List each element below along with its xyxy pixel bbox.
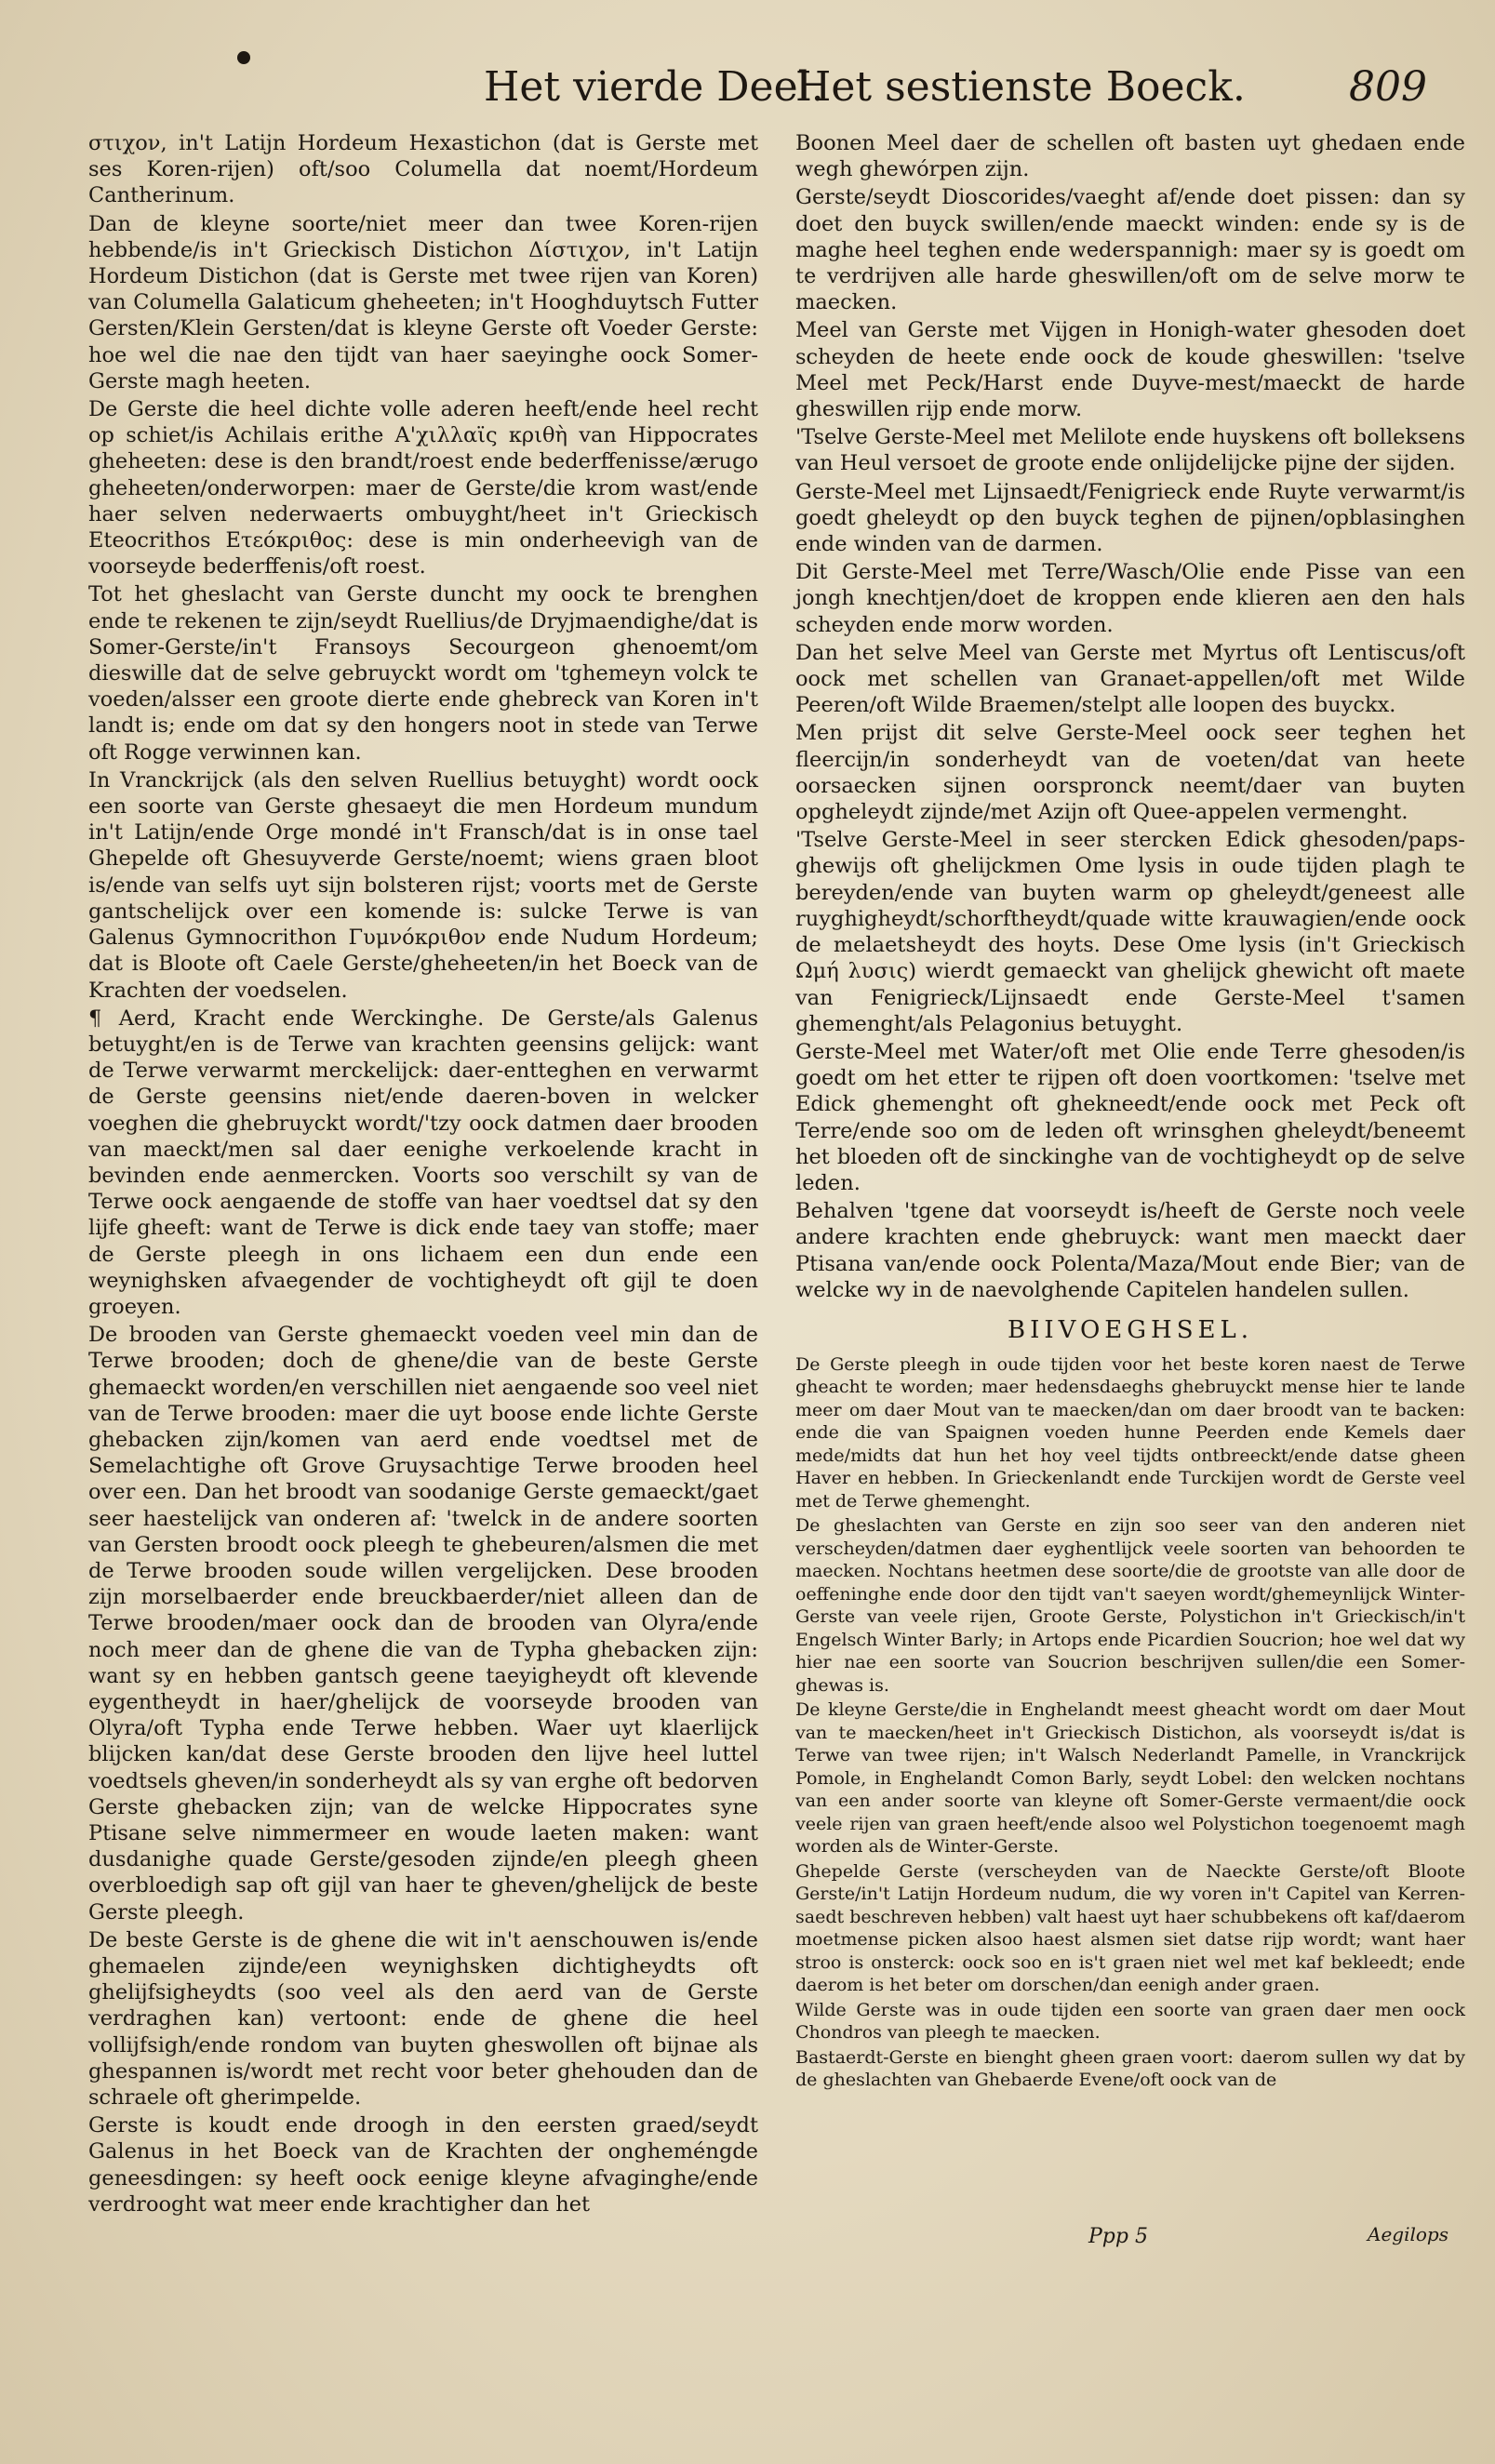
paragraph: Dan het selve Meel van Gerste met Myrtus oft Lentiscus/oft oock met schellen van Granaet-appellen/oft met Wilde Peeren/oft Wilde Braemen/stelpt alle loopen des buyckx. — [795, 640, 1465, 718]
supplement-paragraph: Bastaerdt-Gerste en bienght gheen graen voort: daerom sullen wy dat by de gheslachten van Ghebaerde Evene/oft oock van de — [795, 2046, 1465, 2091]
paragraph: In Vranckrijck (als den selven Ruellius betuyght) wordt oock een soorte van Gerste ghesaeyt die men Hordeum mundum in't Latijn/ende Orge mondé in't Fransch/dat is in onse tael Ghepelde oft Ghesuyverde Gerste/noemt; wiens graen bloot is/ende van selfs uyt sijn bolsteren rijst; voorts met de Gerste gantschelijck over een komende is: sulcke Terwe is van Galenus Gymnocrithon Γυμνόκριθον ende Nudum Hordeum; dat is Bloote oft Caele Gerste/gheheeten/in het Boeck van de Krachten der voedselen. — [88, 767, 758, 1003]
supplement-heading: BIIVOEGHSEL. — [1007, 1315, 1254, 1344]
paragraph: De Gerste die heel dichte volle aderen heeft/ende heel recht op schiet/is Achilais erithe Α'χιλλαϊς κριθὴ van Hippocrates gheheeten: dese is den brandt/roest ende bederffenisse/ærugo gheheeten/onderworpen: maer de Gerste/die krom wast/ende haer selven nederwaerts ombuyght/heet in't Grieckisch Eteocrithos Ετεόκριθος: dese is min onderheevigh van de voorseyde bederffenis/oft roest. — [88, 397, 758, 579]
paragraph: Gerste/seydt Dioscorides/vaeght af/ende doet pissen: dan sy doet den buyck swillen/ende maeckt winden: ende sy is de maghe heel teghen ende wederspannigh: maer sy is goedt om te verdrijven alle harde gheswillen/oft om de selve morw te maecken. — [795, 185, 1465, 315]
paragraph: Tot het gheslacht van Gerste duncht my oock te brenghen ende te rekenen te zijn/seydt Ruellius/de Dryjmaendighe/dat is Somer-Gerste/in't Fransoys Secourgeon ghenoemt/om dieswille dat de selve gebruyckt wordt om 'tghemeyn volck te voeden/alsser een groote dierte ende ghebreck van Koren in't landt is; ende om dat sy den hongers noot in stede van Terwe oft Rogge verwinnen kan. — [88, 582, 758, 765]
supplement-paragraph: Ghepelde Gerste (verscheyden van de Naeckte Gerste/oft Bloote Gerste/in't Latijn Hordeum nudum, die wy voren in't Capitel van Kerren-saedt beschreven hebben) valt haest uyt haer schubbekens oft kaf/daerom moetmense picken alsoo haest alsmen siet datse rijp wordt; want haer stroo is onsterck: oock soo en is't graen niet wel met kaf bekleedt; ende daerom is het beter om dorschen/dan eenigh ander graen. — [795, 1860, 1465, 1996]
paragraph: Meel van Gerste met Vijgen in Honigh-water ghesoden doet scheyden de heete ende oock de koude gheswillen: 'tselve Meel met Peck/Harst ende Duyve-mest/maeckt de harde gheswillen rijp ende morw. — [795, 318, 1465, 422]
signature-mark: Ppp 5 — [1088, 2225, 1148, 2248]
right-column — [795, 130, 1465, 2177]
paragraph: Gerste-Meel met Lijnsaedt/Fenigrieck ende Ruyte verwarmt/is goedt gheleydt op den buyck teghen de pijnen/opblasinghen ende winden van de darmen. — [795, 479, 1465, 557]
paragraph: Gerste-Meel met Water/oft met Olie ende Terre ghesoden/is goedt om het etter te rijpen oft doen voortkomen: 'tselve met Edick ghemenght oft ghekneedt/ende oock met Peck oft Terre/ende soo om de leden oft wrinsghen gheleydt/beneemt het bloeden oft de sinckinghe van de vochtigheydt op de selve leden. — [795, 1039, 1465, 1195]
running-head-right: Het sestienste Boeck. — [795, 63, 1246, 111]
paragraph: 'Tselve Gerste-Meel met Melilote ende huyskens oft bolleksens van Heul versoet de groote ende onlijdelijcke pijne der sijden. — [795, 425, 1465, 476]
supplement-paragraph: De kleyne Gerste/die in Enghelandt meest gheacht wordt om daer Mout van te maecken/heet in't Grieckisch Distichon, als voorseydt is/dat is Terwe van twee rijen; in't Walsch Nederlandt Pamelle, in Vranckrijck Pomole, in Enghelandt Comon Barly, seydt Lobel: den welcken nochtans van een ander soorte van kleyne oft Somer-Gerste vermaent/die oock veele rijen van graen heeft/ende alsoo wel Polystichon toegenoemt magh worden als de Winter-Gerste. — [795, 1699, 1465, 1858]
paragraph: De brooden van Gerste ghemaeckt voeden veel min dan de Terwe brooden; doch de ghene/die van de beste Gerste ghemaeckt worden/en verschillen niet aengaende soo veel niet van de Terwe brooden: maer die uyt boose ende lichte Gerste ghebacken zijn/komen van aerd ende voedtsel met de Semelachtighe oft Grove Gruysachtige Terwe brooden heel over een. Dan het broodt van soodanige Gerste gemaeckt/gaet seer haestelijck van onderen af: 'twelck in de andere soorten van Gersten broodt oock pleegh te ghebeuren/alsmen die met de Terwe brooden soude willen vergelijcken. Dese brooden zijn morselbaerder ende breuckbaerder/niet alleen dan de Terwe brooden/maer oock dan de brooden van Olyra/ende noch meer dan de ghene die van de Typha ghebacken zijn: want sy en hebben gantsch geene taeyigheydt oft klevende eygentheydt in haer/ghelijck de voorseyde brooden van Olyra/oft Typha ende Terwe hebben. Waer uyt klaerlijck blijcken kan/dat dese Gerste brooden den lijve heel luttel voedtsels gheven/in sonderheydt als sy van erghe oft bedorven Gerste ghebacken zijn; van de welcke Hippocrates syne Ptisane selve nimmermeer en woude laeten maken: want dusdanighe quade Gerste/gesoden zijnde/en pleegh gheen overbloedigh sap oft gijl van haer te gheven/ghelijck de beste Gerste pleegh. — [88, 1323, 758, 1925]
running-head — [0, 63, 1495, 138]
running-head-left: Het vierde Deel. — [484, 63, 824, 111]
paragraph: στιχον, in't Latijn Hordeum Hexastichon (dat is Gerste met ses Koren-rijen) oft/soo Columella dat noemt/Hordeum Cantherinum. — [88, 131, 758, 208]
paragraph: Behalven 'tgene dat voorseydt is/heeft de Gerste noch veele andere krachten ende ghebruyck: want men maeckt daer Ptisana van/ende oock Polenta/Maza/Mout ende Bier; van de welcke wy in de naevolghende Capitelen handelen sullen. — [795, 1199, 1465, 1302]
page-number: 809 — [1349, 63, 1427, 111]
supplement-paragraph: De Gerste pleegh in oude tijden voor het beste koren naest de Terwe gheacht te worden; maer hedensdaeghs ghebruyckt mense hier te lande meer om daer Mout van te maecken/dan om daer broodt van te backen: ende die van Spaignen voeden hunne Peerden ende Kemels daer mede/midts dat hun het hoy veel tijdts ontbreeckt/ende datse gheen Haver en hebben. In Grieckenlandt ende Turckijen wordt de Gerste veel met de Terwe ghemenght. — [795, 1353, 1465, 1512]
paragraph: Dan de kleyne soorte/niet meer dan twee Koren-rijen hebbende/is in't Grieckisch Distichon Δίστιχον, in't Latijn Hordeum Distichon (dat is Gerste met twee rijen van Koren) van Columella Galaticum gheheeten; in't Hooghduytsch Futter Gersten/Klein Gersten/dat is kleyne Gerste oft Voeder Gerste: hoe wel die nae den tijdt van haer saeyinghe oock Somer-Gerste magh heeten. — [88, 211, 758, 393]
supplement-paragraph: De gheslachten van Gerste en zijn soo seer van den anderen niet verscheyden/datmen daer eyghentlijck veele soorten van behoorden te maecken. Nochtans heetmen dese soorte/die de grootste van alle door de oeffeninghe ende door den tijdt van't saeyen wordt/ghemeynlijck Winter-Gerste van veele rijen, Groote Gerste, Polystichon in't Grieckisch/in't Engelsch Winter Barly; in Artops ende Picardien Soucrion; hoe wel dat wy hier nae een soorte van Soucrion beschrijven sullen/die een Somer-ghewas is. — [795, 1515, 1465, 1696]
supplement-paragraph: Wilde Gerste was in oude tijden een soorte van graen daer men oock Chondros van pleegh te maecken. — [795, 1999, 1465, 2044]
ink-dot — [237, 51, 250, 64]
left-column — [88, 130, 758, 2217]
paragraph: Dit Gerste-Meel met Terre/Wasch/Olie ende Pisse van een jongh knechtjen/doet de kroppen ende klieren aen den hals scheyden ende morw worden. — [795, 560, 1465, 637]
paragraph: Boonen Meel daer de schellen oft basten uyt ghedaen ende wegh ghewórpen zijn. — [795, 131, 1465, 182]
paragraph: Men prijst dit selve Gerste-Meel oock seer teghen het fleercijn/in sonderheydt van de voeten/dat van heete oorsaecken sijnen oorspronck neemt/daer van buyten opgheleydt zijnde/met Azijn oft Quee-appelen vermenght. — [795, 721, 1465, 825]
paragraph: Gerste is koudt ende droogh in den eersten graed/seydt Galenus in het Boeck van de Krachten der ongheméngde geneesdingen: sy heeft oock eenige kleyne afvaginghe/ende verdrooght wat meer ende krachtigher dan het — [88, 2113, 758, 2217]
paragraph: 'Tselve Gerste-Meel in seer stercken Edick ghesoden/paps-ghewijs oft ghelijckmen Ome lysis in oude tijden plagh te bereyden/ende van buyten warm op gheleydt/geneest alle ruyghigheydt/schorftheydt/quade witte krauwagien/ende oock de melaetsheydt des hoyts. Dese Ome lysis (in't Grieckisch Ωμή λυσις) wierdt gemaeckt van ghelijck ghewicht oft maete van Fenigrieck/Lijnsaedt ende Gerste-Meel t'samen ghemenght/als Pelagonius betuyght. — [795, 828, 1465, 1036]
paragraph: De beste Gerste is de ghene die wit in't aenschouwen is/ende ghemaelen zijnde/een weynighsken dichtigheydts oft ghelijfsigheydts (soo veel als den aerd van de Gerste verdraghen kan) vertoont: ende de ghene die heel vollijfsigh/ende rondom van buyten gheswollen oft bijnae als ghespannen is/wordt met recht voor beter ghehouden dan de schraele oft gherimpelde. — [88, 1927, 758, 2111]
paragraph: ¶ Aerd, Kracht ende Werckinghe. De Gerste/als Galenus betuyght/en is de Terwe van krachten geensins gelijck: want de Terwe verwarmt merckelijck: daer-entteghen en verwarmt de Gerste geensins niet/ende daeren-boven in welcker voeghen die ghebruyckt wordt/'tzy oock datmen daer brooden van maeckt/men sal daer eenighe verkoelende kracht in bevinden ende aenmercken. Voorts soo verschilt sy van de Terwe oock aengaende de stoffe van haer voedtsel dat sy den lijfe gheeft: want de Terwe is dick ende taey van stoffe; maer de Gerste pleegh in ons lichaem een dun ende een weynighsken afvaegender de vochtigheydt oft gijl te doen groeyen. — [88, 1006, 758, 1319]
catchword: Aegilops — [1368, 2223, 1448, 2245]
